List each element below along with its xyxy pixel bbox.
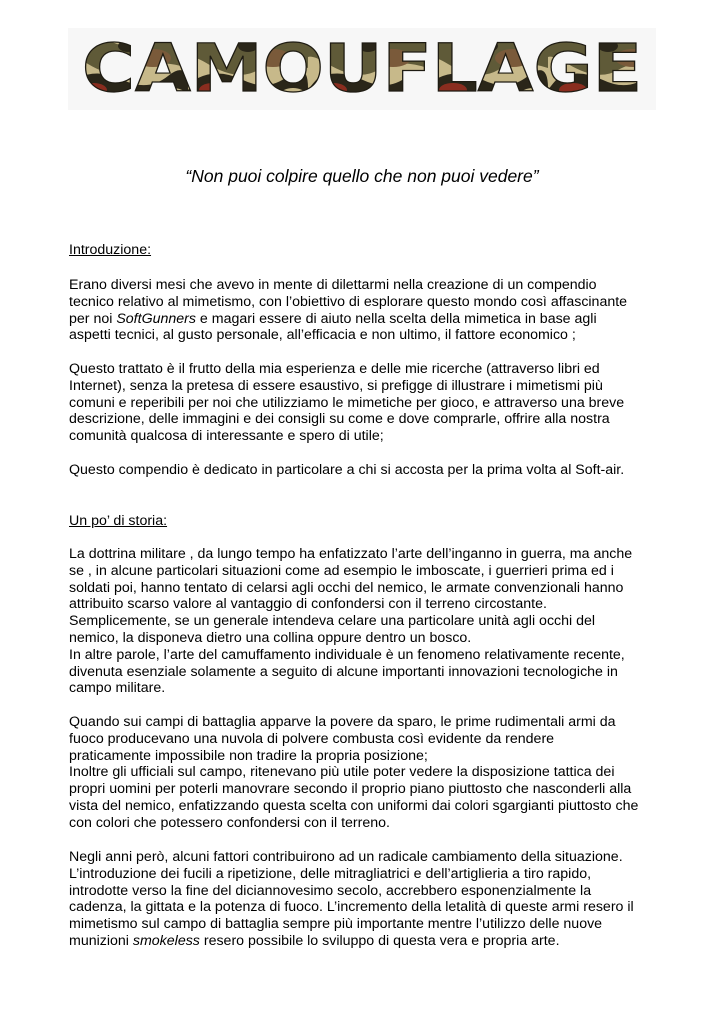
text-line: comuni e reperibili per noi che utilizziamo le mimetiche per gioco, e attraverso una breve [69, 394, 625, 411]
text-line: tecnico relativo al mimetismo, con l’obiettivo di esplorare questo mondo così affascinante [69, 293, 628, 310]
text-line: con colori che potessero confondersi con il terreno. [69, 814, 390, 831]
text-line: Questo trattato è il frutto della mia esperienza e delle mie ricerche (attraverso libri ed [69, 361, 600, 377]
camouflage-logo-graphic [68, 28, 656, 110]
text-line: propri uomini per poterli manovrare secondo il proprio piano piuttosto che nasconderli alla [69, 781, 632, 798]
text-line: L’introduzione dei fucili a ripetizione, delle mitragliatrici e dell’artiglieria a tiro rapido, [69, 865, 592, 882]
text-line: praticamente impossibile non tradire la propria posizione; [69, 747, 428, 764]
text-run: per noi [69, 310, 117, 327]
text-run: resero possibile lo sviluppo di questa vera e propria arte. [199, 932, 560, 949]
motto: “Non puoi colpire quello che non puoi vedere” [185, 166, 539, 186]
camouflage-logo [68, 28, 656, 110]
text-line: soldati poi, hanno tentato di celarsi agli occhi del nemico, le armate convenzionali hanno [69, 579, 624, 596]
history-heading: Un po’ di storia: [69, 513, 168, 529]
text-line: comunità qualcosa di interessante e spero di utile; [69, 428, 384, 445]
text-line: introdotte verso la fine del diciannovesimo secolo, accrebbero esponenzialmente la [69, 882, 592, 899]
intro-paragraph-3 [69, 462, 669, 479]
text-line: Negli anni però, alcuni fattori contribuirono ad un radicale cambiamento della situazione. [69, 849, 623, 865]
history-paragraph-1 [69, 546, 669, 697]
history-paragraph-3 [69, 849, 669, 950]
text-line: se , in alcune particolari situazioni come ad esempio le imboscate, i guerrieri prima ed i [69, 562, 614, 579]
text-line: nemico, la disponeva dietro una collina oppure dentro un bosco. [69, 629, 472, 646]
text-line: vista del nemico, enfatizzando questa scelta con uniformi dai colori sgargianti piuttosto che [69, 797, 639, 814]
text-run: munizioni [69, 932, 133, 949]
text-line: Semplicemente, se un generale intendeva celare una particolare unità agli occhi del [69, 613, 596, 630]
intro-heading: Introduzione: [69, 242, 152, 258]
logo-text: CAMOUFLAGE [82, 30, 642, 107]
text-line: Quando sui campi di battaglia apparve la povere da sparo, le prime rudimentali armi da [69, 714, 616, 730]
text-line [69, 933, 669, 950]
text-line: Inoltre gli ufficiali sul campo, ritenevano più utile poter vedere la disposizione tattica dei [69, 764, 615, 781]
text-line [69, 311, 669, 328]
text-line: aspetti tecnici, al gusto personale, all’efficacia e non ultimo, il fattore economico ; [69, 327, 576, 344]
text-line: fuoco producevano una nuvola di polvere combusta così evidente da rendere [69, 730, 555, 747]
intro-paragraph-2 [69, 361, 669, 445]
text-line: In altre parole, l’arte del camuffamento individuale è un fenomeno relativamente recente, [69, 646, 625, 663]
text-line: Erano diversi mesi che avevo in mente di dilettarmi nella creazione di un compendio [69, 277, 597, 293]
text-line: mimetismo sul campo di battaglia sempre più importante mentre l’utilizzo delle nuove [69, 916, 603, 933]
text-line: Internet), senza la pretesa di essere esaustivo, si prefigge di illustrare i mimetismi più [69, 377, 603, 394]
text-line: divenuta esenziale solamente a seguito di alcune importanti innovazioni tecnologiche in [69, 663, 618, 680]
text-line: La dottrina militare , da lungo tempo ha enfatizzato l’arte dell’inganno in guerra, ma anche [69, 546, 633, 562]
text-line: Questo compendio è dedicato in particolare a chi si accosta per la prima volta al Soft-air. [69, 462, 625, 478]
softgunners-term: SoftGunners [116, 310, 196, 327]
text-line: campo militare. [69, 680, 166, 697]
smokeless-term: smokeless [132, 932, 200, 949]
text-line: descrizione, delle immagini e dei consigli su come e dove comprarle, offrire alla nostra [69, 411, 610, 428]
text-run: e magari essere di aiuto nella scelta della mimetica in base agli [195, 310, 597, 327]
text-line: cadenza, la gittata e la potenza di fuoco. L’incremento della letalità di queste armi resero il [69, 899, 634, 916]
intro-paragraph-1 [69, 277, 669, 344]
text-line: attribuito scarso valore al vantaggio di confondersi con il terreno circostante. [69, 596, 547, 613]
history-paragraph-2 [69, 714, 669, 832]
